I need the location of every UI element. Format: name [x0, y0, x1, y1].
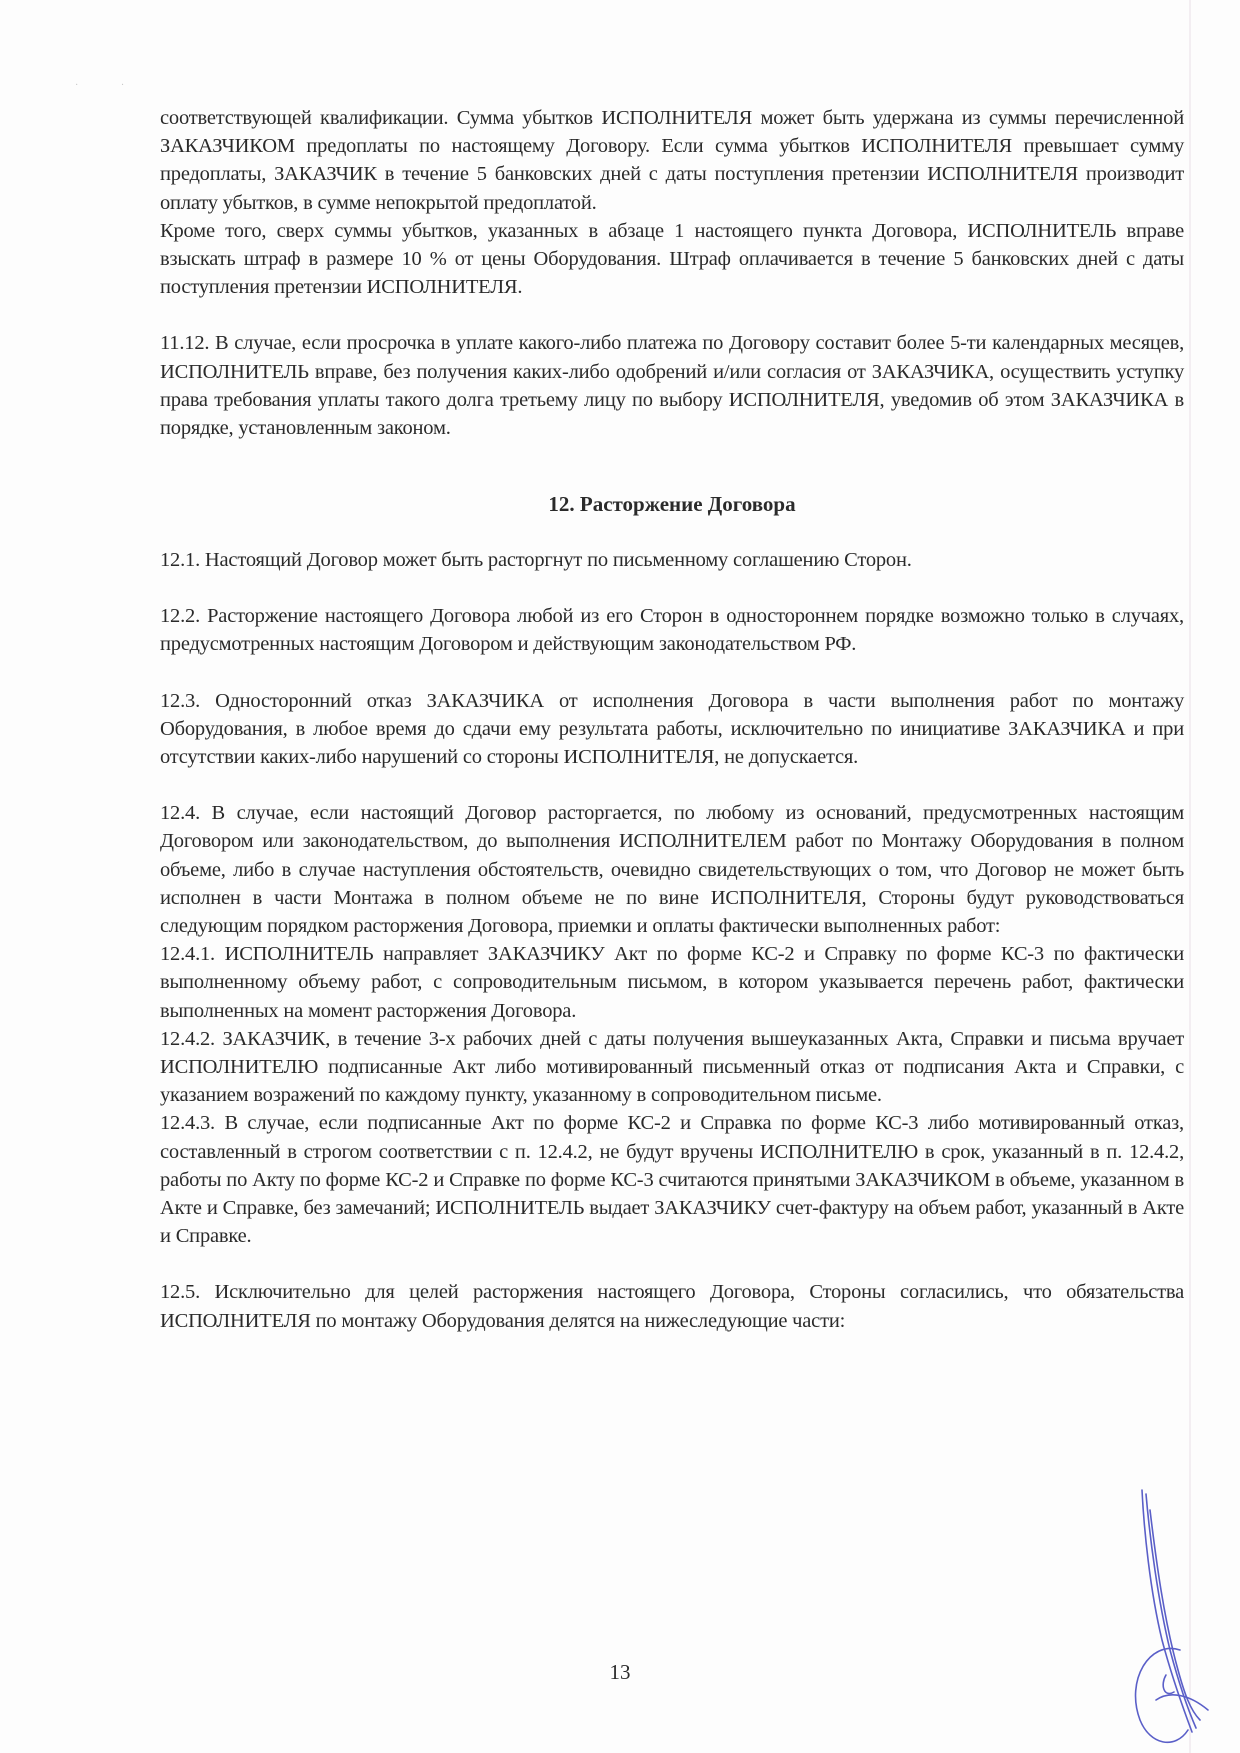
clause-12-2: 12.2. Расторжение настоящего Договора любой из его Сторон в одностороннем порядке возможно только в случаях, предусмотренных настоящим Договором и действующим законодательством РФ. — [160, 605, 1184, 656]
page-number: 13 — [609, 1660, 631, 1684]
continuation-block — [160, 104, 1184, 442]
clause-12-4-3: 12.4.3. В случае, если подписанные Акт по форме КС-2 и Справка по форме КС-3 либо мотивированный отказ, составленный в строгом соответствии с п. 12.4.2, не будут вручены ИСПОЛНИТЕЛЮ в срок, указанный в п. 12.4.2, работы по Акту по форме КС-2 и Справке по форме КС-3 считаются принятыми ЗАКАЗЧИКОМ в объеме, указанном в Акте и Справке, без замечаний; ИСПОЛНИТЕЛЬ выдает ЗАКАЗЧИКУ счет-фактуру на объем работ, указанный в Акте и Справке. — [160, 1112, 1184, 1248]
section-heading: 12. Расторжение Договора — [548, 492, 796, 516]
clause-12-4-2: 12.4.2. ЗАКАЗЧИК, в течение 3-х рабочих дней с даты получения вышеуказанных Акта, Справки и письма вручает ИСПОЛНИТЕЛЮ подписанные Акт либо мотивированный письменный отказ от подписания Акта и Справки, с указанием возражений по каждому пункту, указанному в сопроводительном письме. — [160, 1027, 1184, 1107]
signature-icon — [1130, 1470, 1240, 1753]
clause-12-5: 12.5. Исключительно для целей расторжения настоящего Договора, Стороны согласились, что обязательства ИСПОЛНИТЕЛЯ по монтажу Оборудования делятся на нижеследующие части: — [160, 1281, 1184, 1332]
paragraph-penalty: Кроме того, сверх суммы убытков, указанных в абзаце 1 настоящего пункта Договора, ИСПОЛНИТЕЛЬ вправе взыскать штраф в размере 10 % от цены Оборудования. Штраф оплачивается в течение 5 банковских дней с даты поступления претензии ИСПОЛНИТЕЛЯ. — [160, 219, 1184, 299]
paragraph-11-12: 11.12. В случае, если просрочка в уплате какого-либо платежа по Договору составит более 5-ти календарных месяцев, ИСПОЛНИТЕЛЬ вправе, без получения каких-либо одобрений и/или согласия от ЗАКАЗЧИКА, осуществить уступку права требования уплаты такого долга третьему лицу по выбору ИСПОЛНИТЕЛЯ, уведомив об этом ЗАКАЗЧИКА в порядке, установленным законом. — [160, 332, 1184, 440]
clause-12-1: 12.1. Настоящий Договор может быть расторгнут по письменному соглашению Сторон. — [160, 549, 912, 571]
scan-artifact: · · — [75, 80, 145, 91]
clause-12-4-1: 12.4.1. ИСПОЛНИТЕЛЬ направляет ЗАКАЗЧИКУ Акт по форме КС-2 и Справку по форме КС-3 по фактически выполненному объему работ, с сопроводительным письмом, в котором указывается перечень работ, фактически выполненных на момент расторжения Договора. — [160, 943, 1184, 1022]
clause-12-4: 12.4. В случае, если настоящий Договор расторгается, по любому из оснований, предусмотренных настоящим Договором или законодательством, до выполнения ИСПОЛНИТЕЛЕМ работ по Монтажу Оборудования в полном объеме, либо в случае наступления обстоятельств, очевидно свидетельствующих о том, что Договор не может быть исполнен в части Монтажа в полном объеме не по вине ИСПОЛНИТЕЛЯ, Стороны будут руководствоваться следующим порядком расторжения Договора, приемки и оплаты фактически выполненных работ: — [160, 802, 1184, 938]
section-12-body — [160, 546, 1184, 1335]
paragraph-losses: соответствующей квалификации. Сумма убытков ИСПОЛНИТЕЛЯ может быть удержана из суммы перечисленной ЗАКАЗЧИКОМ предоплаты по настоящему Договору. Если сумма убытков ИСПОЛНИТЕЛЯ превышает сумму предоплаты, ЗАКАЗЧИК в течение 5 банковских дней с даты поступления претензии ИСПОЛНИТЕЛЯ производит оплату убытков, в сумме непокрытой предоплатой. — [160, 107, 1184, 214]
clause-12-3: 12.3. Односторонний отказ ЗАКАЗЧИКА от исполнения Договора в части выполнения работ по монтажу Оборудования, в любое время до сдачи ему результата работы, исключительно по инициативе ЗАКАЗЧИКА и при отсутствии каких-либо нарушений со стороны ИСПОЛНИТЕЛЯ, не допускается. — [160, 689, 1184, 769]
